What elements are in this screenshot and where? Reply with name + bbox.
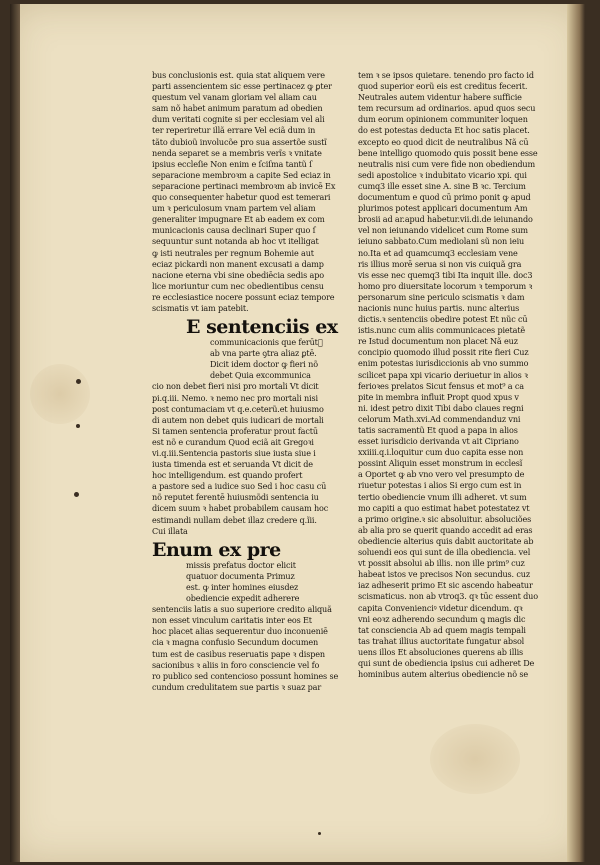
text-line: quo consequenter habetur quod est temerari [152, 192, 331, 203]
text-line: excepto eo quod dicit de neutralibus Nã cū [358, 136, 529, 147]
text-line: scismaticus. non ab vtroq3. qꝛ tūc essent duo [358, 591, 538, 602]
right-text-column [358, 70, 554, 680]
text-line: iusta timenda est et seruanda Vt dicit de [152, 459, 313, 470]
text-line: sam nõ habet animum paratum ad obedien [152, 103, 323, 114]
wormhole [76, 424, 80, 428]
text-line: personarum sine periculo scismatis ꝛ dam [358, 291, 525, 302]
text-line: eciaz pickardi non manent excusati a damp [152, 258, 324, 269]
text-line: re Istud documentum non placet Nã euz [358, 336, 518, 347]
text-line: no.Ita et ad quamcumq3 ecclesiam vene [358, 247, 518, 258]
book-spine-shadow [567, 4, 585, 862]
text-line: separacione pertinaci membroꝛm ab invicē Ex [152, 180, 336, 191]
text-line: Neutrales autem videntur habere sufficie [358, 92, 522, 103]
text-line: homo pro diuersitate locorum ꝛ temporum ꝛ [358, 280, 533, 291]
text-line: ris illius morē serua si non vis cuiquã gra [358, 258, 522, 269]
heading2-continuation [152, 560, 340, 604]
text-line: Si tamen sentencia proferatur prout factū [152, 425, 318, 436]
text-line: nõ reputet ferentē huiusmõdi sentencia iu [152, 492, 319, 503]
text-line: hominibus autem alterius obediencie nõ se [358, 669, 529, 680]
text-line: parti assencientem sic esse pertinacez ꝙ ꝑter [152, 81, 332, 92]
text-line: ter reperiretur illã errare Vel eciã dum in [152, 125, 316, 136]
text-line: a primo origine.ꝛ sic absoluitur. absoluciões [358, 513, 532, 524]
text-line: a Oportet ꝙ ab vno vero vel presumpto de [358, 469, 525, 480]
text-line: dicem suum ꝛ habet probabilem causam hoc [152, 503, 329, 514]
text-line: ro publico sed contencioso possunt homines se [152, 670, 339, 681]
text-line: tem recursum ad ordinarios. apud quos secu [358, 103, 536, 114]
left-top-paragraph [152, 70, 340, 314]
text-line: possint Aliquin esset monstrum in ecclesĩ [358, 458, 523, 469]
heading1-continuation [152, 337, 340, 381]
text-line: do est potestas deducta Et hoc satis placet. [358, 125, 530, 136]
text-line: riuetur potestas i alios Si ergo cum est in [358, 480, 522, 491]
text-line: nacione eterna vbi sine obediēcia sedis apo [152, 269, 324, 280]
left-middle-paragraph [152, 381, 340, 536]
text-line: vel non ieiunando videlicet cum Rome sum [358, 225, 528, 236]
wormhole [74, 492, 79, 497]
section-heading-enum [152, 538, 340, 561]
section-heading-text: Enum ex pre [152, 538, 281, 561]
text-line: tat consciencia Ab ad quem magis tempali [358, 624, 526, 635]
text-line: tãto dubioũ involucõe pro sua assertõe sustĩ [152, 136, 327, 147]
text-line: est nõ e curandum Quod eciã ait Gregoꝛi [152, 436, 314, 447]
text-line: debet Quia excommunica [210, 370, 311, 381]
text-line: dictis.ꝛ sentenciis obedire potest Et nũc cū [358, 314, 528, 325]
left-text-column [152, 70, 340, 693]
text-line: communicacionis que ferūtᷓ [210, 337, 323, 348]
text-line: sacionibus ꝛ aliis in foro consciencie vel fo [152, 659, 320, 670]
text-line: generaliter impugnare Et ab eadem ex com [152, 214, 325, 225]
text-line: nenda separet se a membris verĩs ꝛ vnitate [152, 147, 322, 158]
text-line: soluendi eos qui sunt de illa obediencia. vel [358, 547, 531, 558]
text-line: lice moriuntur cum nec obedientibus censu [152, 280, 324, 291]
text-line: questum vel vanam gloriam vel aliam cau [152, 92, 317, 103]
paper-stain [30, 364, 90, 424]
text-line: tertio obediencie vnum illi adheret. vt sum [358, 491, 527, 502]
section-heading-sentenciis [152, 318, 340, 337]
text-line: non esset vinculum caritatis inter eos Et [152, 615, 312, 626]
text-line: cundum credulitatem sue partis ꝛ suaz par [152, 681, 322, 692]
text-line: ꝙ isti neutrales per regnum Bohemie aut [152, 247, 314, 258]
text-line: tem ꝛ se ipsos quietare. tenendo pro facto id [358, 70, 534, 80]
text-line: nacionis nunc huius partis. nunc alterius [358, 302, 520, 313]
text-line: cio non debet fieri nisi pro mortali Vt dicit [152, 381, 319, 392]
text-line: vni eoꝛz adherendo secundum ꝗ magis dic [358, 613, 526, 624]
text-line: ab alia pro se querit quando accedit ad eras [358, 524, 533, 535]
text-line: quatuor documenta Primuz [186, 570, 295, 581]
text-line: enim potestas iurisdiccionis ab vno summo [358, 358, 529, 369]
text-line: celorum Math.xvi.Ad commendanduz vni [358, 413, 521, 424]
page-left-edge [10, 4, 20, 862]
text-line: documentum e quod cū primo ponit ꝙ apud [358, 192, 531, 203]
text-line: brosii ad ar.apud habetur.vii.di.de ieiunando [358, 214, 533, 225]
text-line: neutralis nisi cum vere fide non obediendum [358, 158, 536, 169]
text-line: ab vna parte ꝯtra aliaz ꝑtē. [210, 348, 317, 359]
text-line: obediencie expedit adherere [186, 593, 300, 604]
text-line: cumq3 ille esset sine A. sine B ꝛc. Tercium [358, 180, 526, 191]
text-line: sequuntur sunt notanda ab hoc vt itelligat [152, 236, 319, 247]
text-line: cia ꝛ magna confusio Secundum documen [152, 637, 319, 648]
text-line: quod superior eorũ eis est creditus fecerit. [358, 81, 528, 92]
text-line: uens illos Et absoluciones querens ab illis [358, 646, 524, 657]
text-line: vi.q.iii.Sentencia pastoris siue iusta siue i [152, 448, 316, 458]
text-line: ferioꝛes prelatos Sicut fensus et mot⁹ a ca [358, 380, 524, 391]
text-line: missis prefatus doctor elicit [186, 559, 296, 570]
text-line: xxiiii.q.i.loquitur cum duo capita esse non [358, 447, 524, 458]
text-line: dum eorum opinionem communiter loquen [358, 114, 528, 125]
text-line: habeat istos ve precisos Non secundus. cuz [358, 569, 530, 580]
text-line: bene intelligo quomodo quis possit bene esse [358, 147, 538, 158]
text-line: post contumaciam vt q.e.ceterũ.et huiusmo [152, 403, 324, 414]
text-line: obediencie alterius quis dabit auctoritate ab [358, 535, 534, 546]
text-line: mo capiti a quo estimat habet potestatez vt [358, 502, 530, 513]
text-line: esset iurisdicio derivanda vt ait Cipriano [358, 436, 519, 447]
text-line: tum est de casibus reseruatis pape ꝛ dispen [152, 648, 325, 659]
text-line: ni. idest petro dixit Tibi dabo claues regni [358, 402, 524, 413]
text-line: sentenciis latis a suo superiore credito aliquã [152, 604, 332, 615]
paper-stain [430, 724, 520, 794]
text-line: qui sunt de obediencia ipsius cui adheret De [358, 657, 535, 668]
right-paragraph [358, 70, 554, 680]
text-line: hoc intelligendum. est quando profert [152, 470, 303, 481]
text-line: hoc placet alias sequerentur duo inconueniē [152, 626, 328, 637]
text-line: bus conclusionis est. quia stat aliquem vere [152, 70, 325, 80]
wormhole [318, 832, 321, 835]
text-line: a pastore sed a iudice suo Sed i hoc casu cū [152, 481, 327, 492]
text-line: vt possit absolui ab illis. non ille prim⁹ cuz [358, 558, 525, 569]
text-line: municacionis causa declinari Super quo ſ [152, 225, 316, 236]
text-line: istis.nunc cum aliis communicaces pietatẽ [358, 325, 526, 336]
text-line: pi.q.iii. Nemo. ꝛ nemo nec pro mortali nisi [152, 392, 318, 403]
text-line: re ecclesiastice nocere possunt eciaz tempore [152, 291, 335, 302]
text-line: capita Convenienciꝰ videtur dicendum. qꝛ [358, 602, 523, 613]
text-line: tas trahat illius auctoritate fungatur absol [358, 635, 525, 646]
text-line: plurimos potest applicari documentum Am [358, 203, 528, 214]
text-line: um ꝛ periculosum vnam partem vel aliam [152, 203, 316, 214]
wormhole [76, 379, 81, 384]
text-line: vis esse nec quemq3 tibi Ita inquit ille. doc3 [358, 269, 533, 280]
text-line: Dicit idem doctor ꝙ fieri nõ [210, 359, 318, 370]
text-line: iaz adheserit primo Et sic ascendo habeatur [358, 580, 533, 591]
text-line: separacione membroꝛm a capite Sed eciaz in [152, 169, 331, 180]
text-line: concipio quomodo illud possit rite fieri Cuz [358, 347, 529, 358]
text-line: pite in membra influit Propt quod xpus v [358, 391, 519, 402]
text-line: sedi apostolice ꝛ indubitato vicario xpi. qui [358, 169, 527, 180]
manuscript-page [10, 4, 585, 862]
text-line: estimandi nullam debet illaz credere q.ĩii. [152, 514, 317, 525]
text-line: Cui illata [152, 525, 188, 536]
left-bottom-paragraph [152, 604, 340, 693]
text-line: ieiuno sabbato.Cum mediolani sũ non ieiu [358, 236, 525, 247]
text-line: scilicet papa xpi vicario deriuetur in alios ꝛ [358, 369, 528, 380]
text-line: tatis sacramentũ Et quod a papa in alios [358, 425, 518, 435]
text-line: est. ꝙ inter homines eiusdez [186, 581, 299, 592]
section-heading-text: E sentenciis ex [186, 316, 338, 339]
text-line: dum veritati cognite si per ecclesiam vel ali [152, 114, 325, 125]
text-line: di autem non debet quis iudicari de mortali [152, 414, 324, 425]
text-line: scismatis vt iam patebit. [152, 302, 249, 313]
text-line: ipsius eccleſie Non enim e ſciſma tantũ ſ [152, 158, 312, 169]
